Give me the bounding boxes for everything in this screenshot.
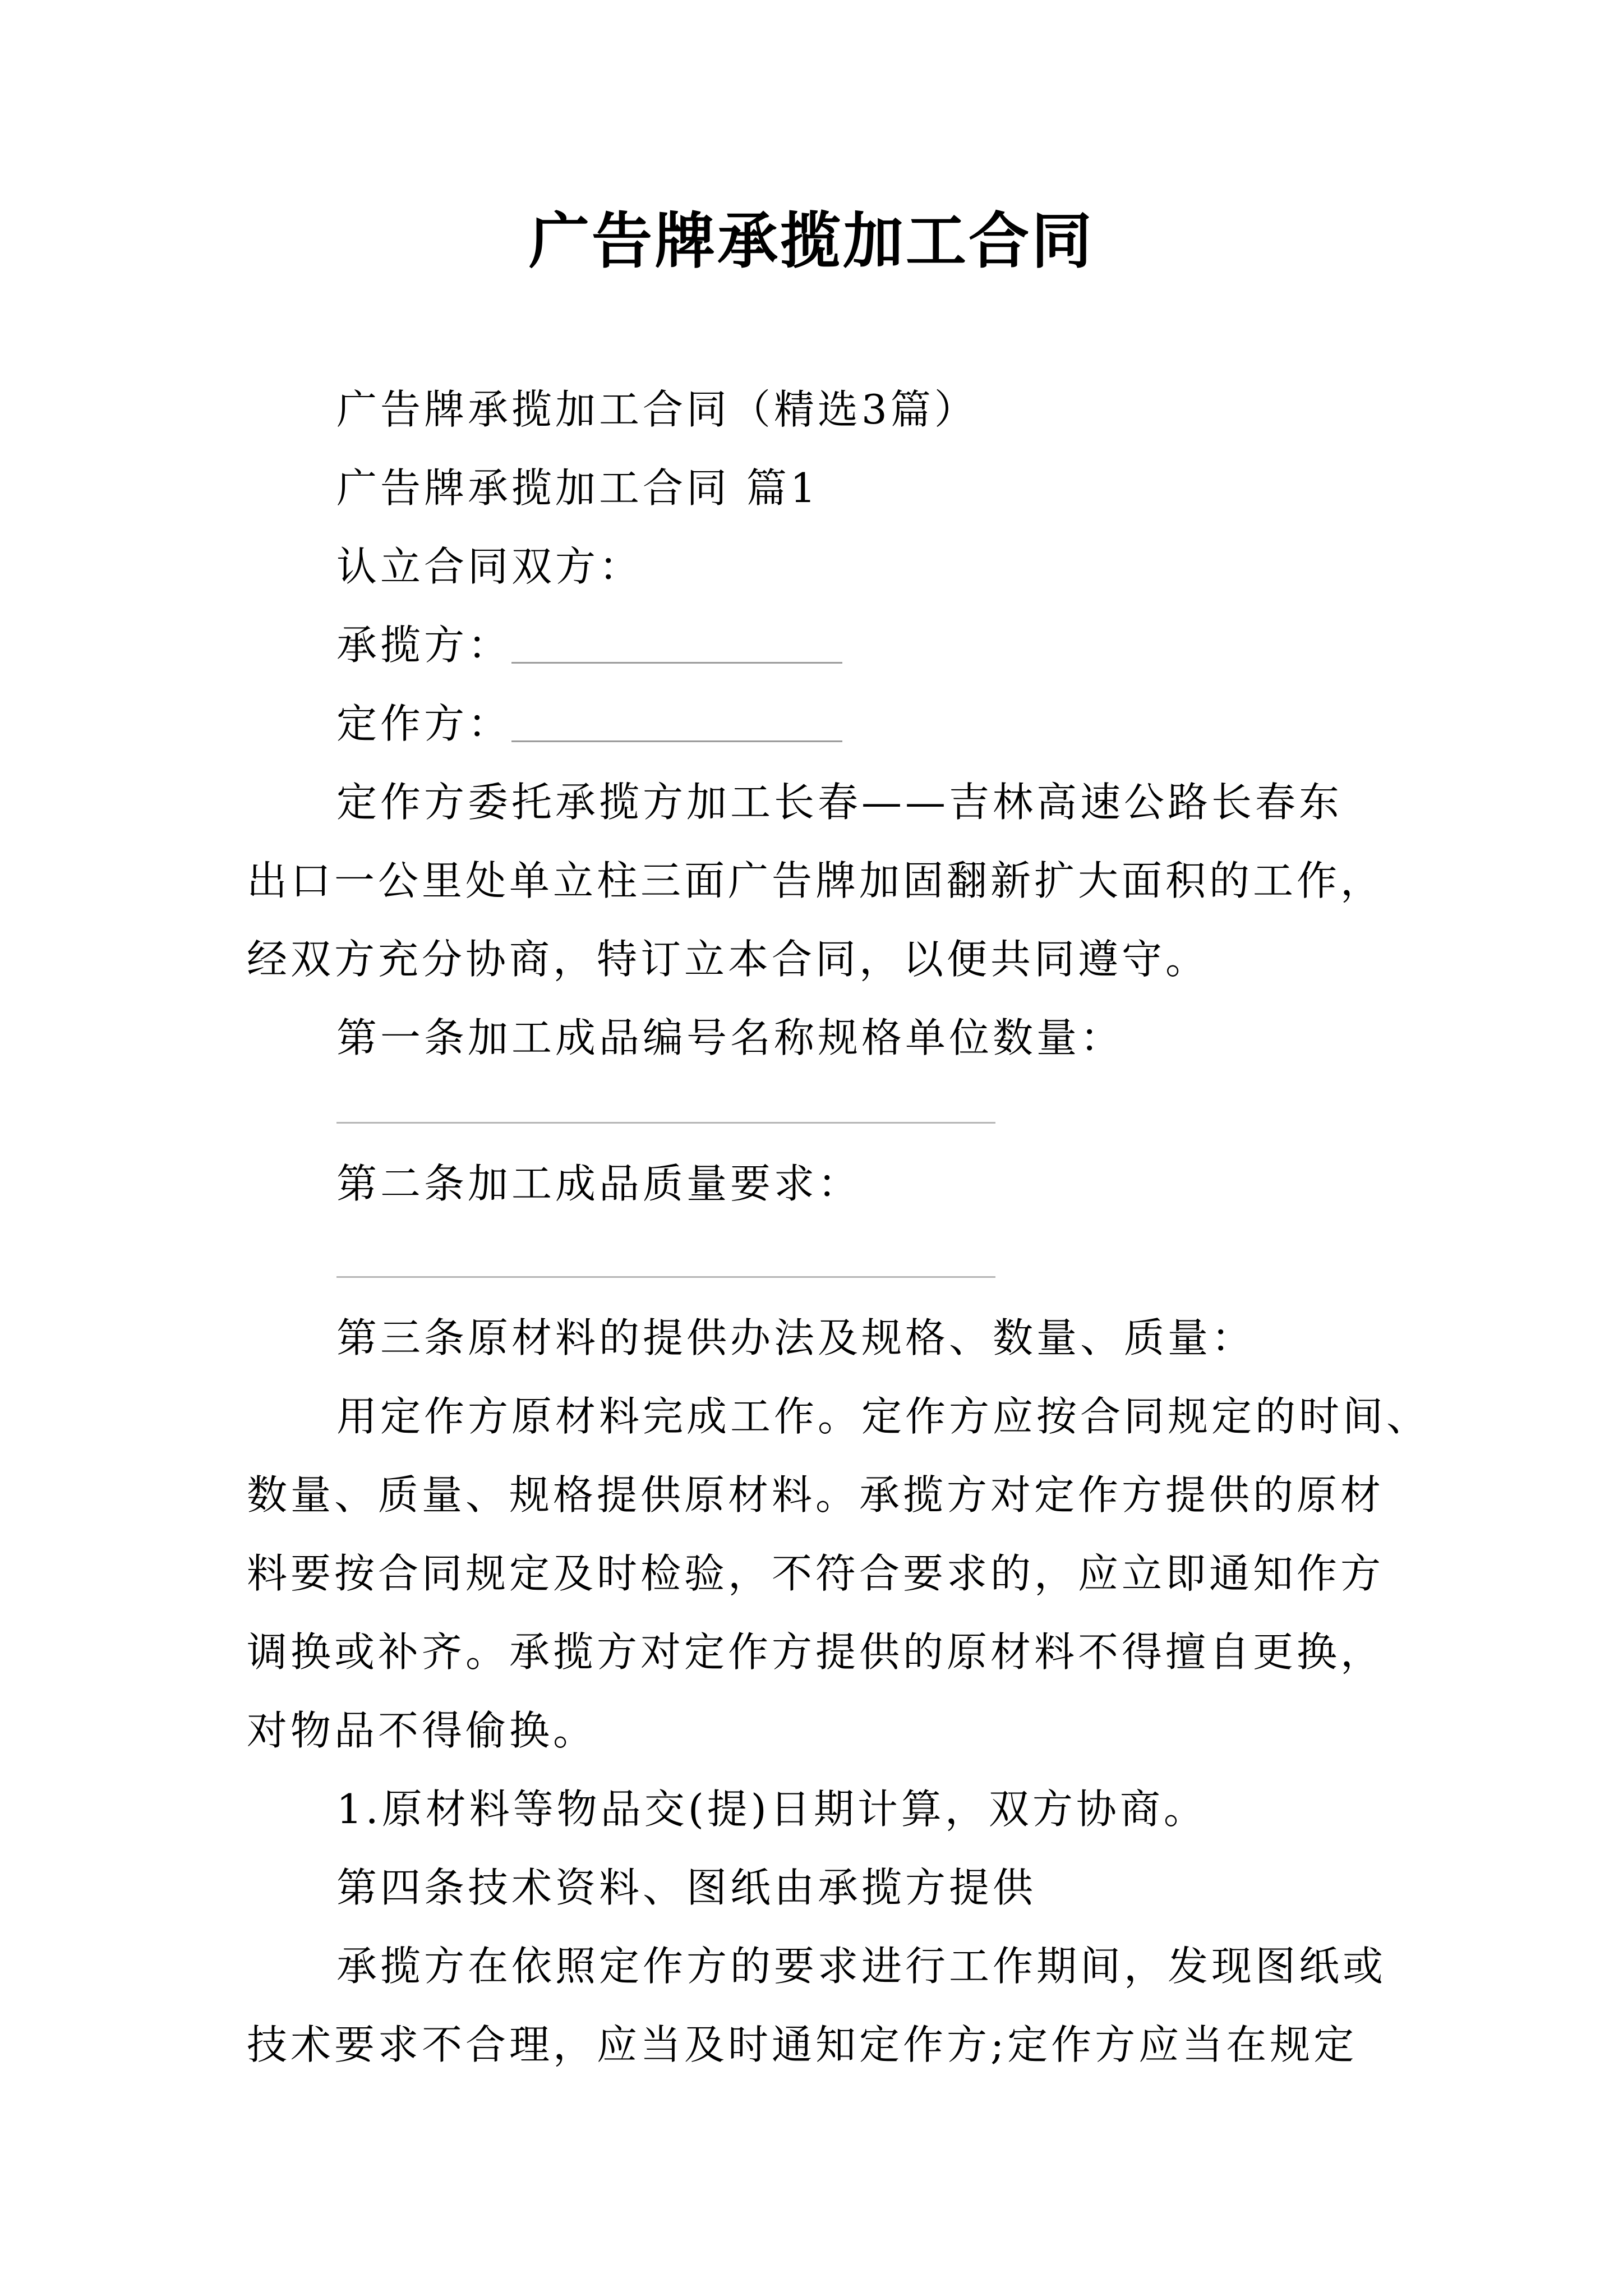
article-2: 第二条加工成品质量要求：: [336, 1160, 862, 1207]
article-2-blank-rule[interactable]: [336, 1276, 995, 1278]
paragraph-line: 对物品不得偷换。: [247, 1707, 597, 1754]
paragraph-line: 经双方充分协商，特订立本合同，以便共同遵守。: [247, 936, 1210, 983]
article-4: 第四条技术资料、图纸由承揽方提供: [336, 1864, 1037, 1911]
paragraph-line: 用定作方原材料完成工作。定作方应按合同规定的时间、: [336, 1393, 1431, 1440]
document-subtitle: 广告牌承揽加工合同（精选3篇）: [336, 386, 978, 433]
paragraph-line: 技术要求不合理，应当及时通知定作方;定作方应当在规定: [247, 2021, 1358, 2068]
article-1-blank-rule[interactable]: [336, 1122, 995, 1124]
paragraph-line: 调换或补齐。承揽方对定作方提供的原材料不得擅自更换，: [247, 1628, 1385, 1676]
article-3: 第三条原材料的提供办法及规格、数量、质量：: [336, 1314, 1256, 1361]
paragraph-line: 承揽方在依照定作方的要求进行工作期间，发现图纸或: [336, 1943, 1387, 1990]
paragraph-line: 定作方委托承揽方加工长春——吉林高速公路长春东: [336, 779, 1343, 826]
contractor-label: 承揽方：: [336, 622, 512, 669]
contractor-line: [336, 617, 842, 673]
article-1: 第一条加工成品编号名称规格单位数量：: [336, 1014, 1124, 1061]
client-label: 定作方：: [336, 700, 512, 747]
document-title: 广告牌承揽加工合同: [528, 206, 1094, 277]
section-heading: 广告牌承揽加工合同 篇1: [336, 464, 819, 512]
parties-intro: 认立合同双方：: [336, 543, 643, 590]
client-blank-field[interactable]: [511, 737, 842, 742]
paragraph-line: 料要按合同规定及时检验，不符合要求的，应立即通知作方: [247, 1550, 1385, 1597]
paragraph-line: 出口一公里处单立柱三面广告牌加固翻新扩大面积的工作，: [247, 857, 1385, 904]
contractor-blank-field[interactable]: [511, 659, 842, 664]
client-line: [336, 696, 842, 752]
paragraph-line: 数量、质量、规格提供原材料。承揽方对定作方提供的原材: [247, 1471, 1385, 1519]
item-1: 1.原材料等物品交(提)日期计算，双方协商。: [336, 1786, 1207, 1833]
